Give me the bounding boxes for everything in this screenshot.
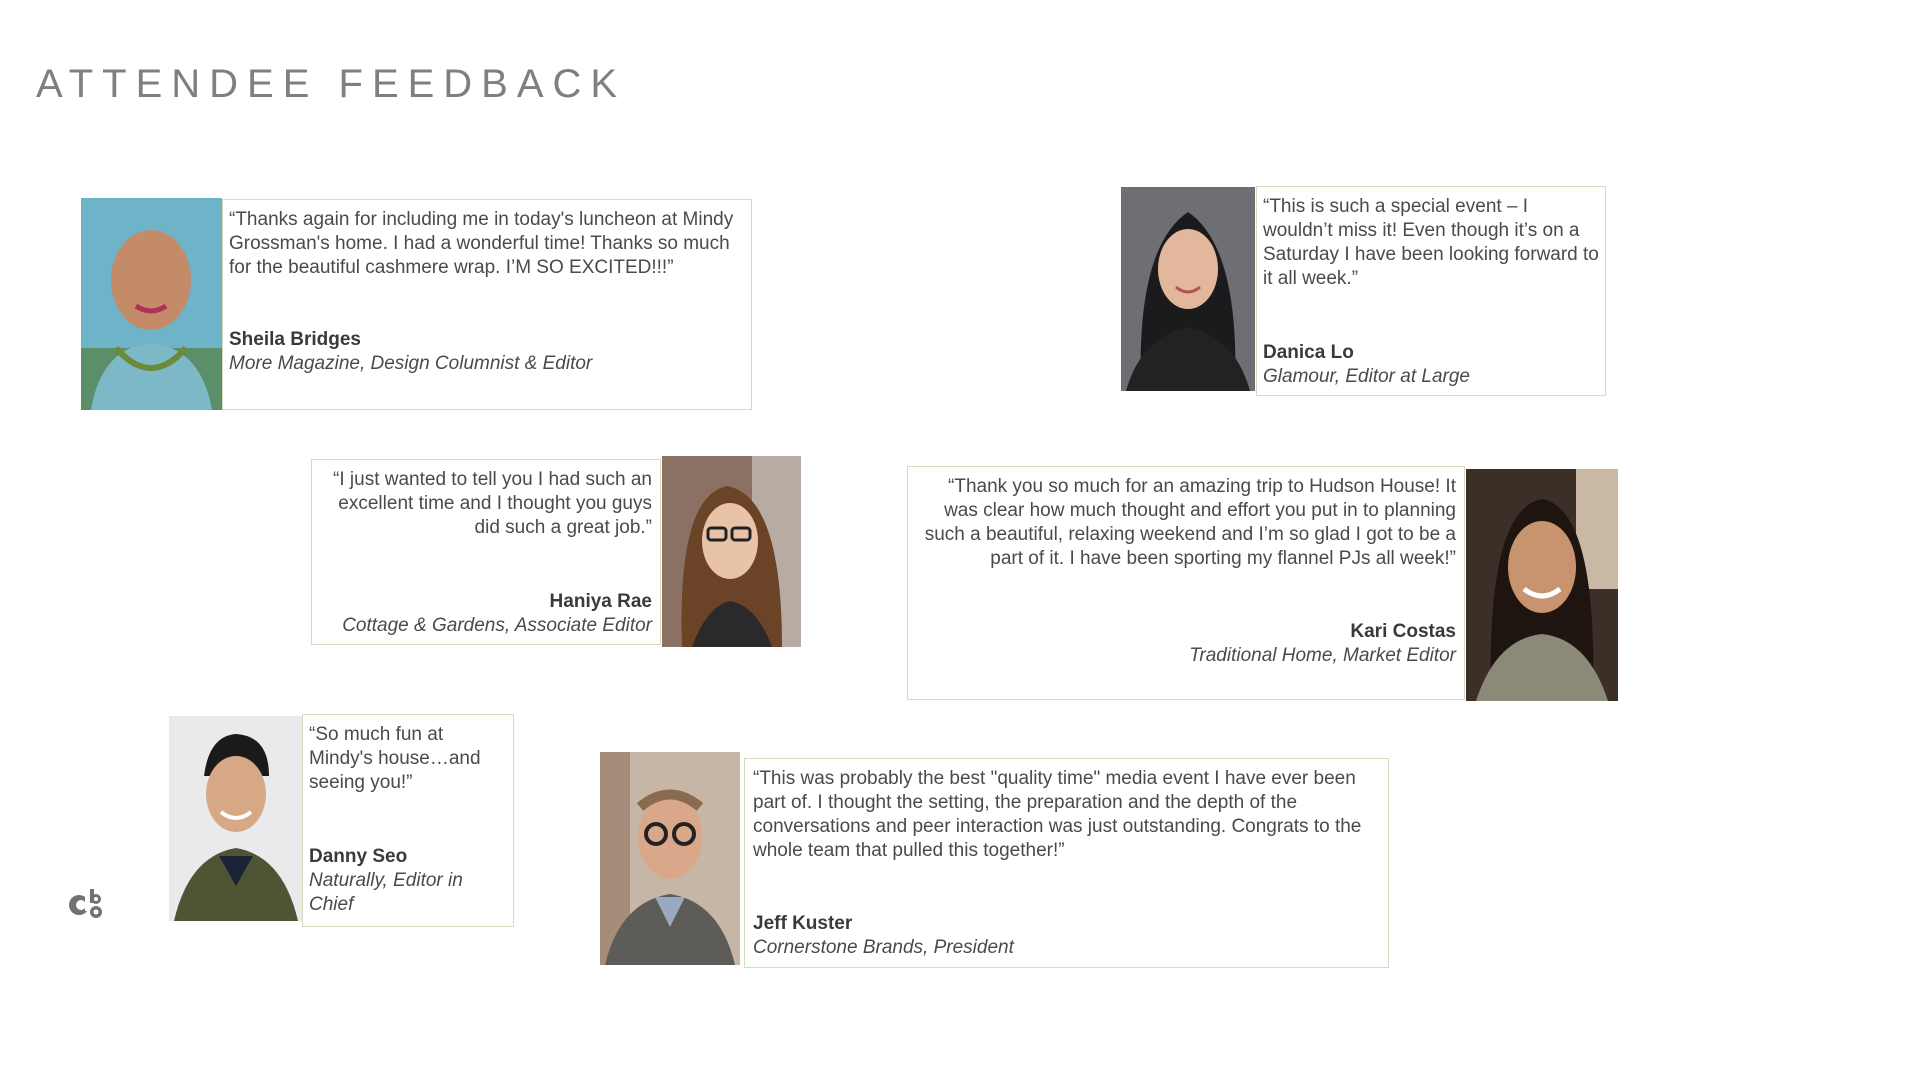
testimonial-card-haniya-rae xyxy=(311,459,661,645)
testimonial-quote: “Thanks again for including me in today's luncheon at Mindy Grossman's home. I had a wonderful time! Thanks so much for the beautiful cashmere wrap. I’M SO EXCITED!!!” xyxy=(229,209,734,278)
testimonial-name: Jeff Kuster xyxy=(753,913,853,934)
testimonial-role: Cottage & Gardens, Associate Editor xyxy=(342,615,652,636)
testimonial-name: Sheila Bridges xyxy=(229,329,361,350)
testimonial-card-danny-seo xyxy=(302,714,514,927)
testimonial-name: Kari Costas xyxy=(1350,621,1456,642)
testimonial-card-sheila-bridges xyxy=(222,199,752,410)
testimonial-quote: “I just wanted to tell you I had such an excellent time and I thought you guys did such a great job.” xyxy=(333,469,652,538)
cb-logo-icon xyxy=(66,885,106,921)
testimonial-quote: “This was probably the best "quality time" media event I have ever been part of. I thought the setting, the preparation and the depth of the conversations and peer interaction was just outstanding. Congrats to the whole team that pulled this together!” xyxy=(753,768,1362,861)
testimonial-quote: “This is such a special event – I wouldn’t miss it! Even though it’s on a Saturday I have been looking forward to it all week.” xyxy=(1263,196,1599,289)
person-photo-icon xyxy=(81,198,222,410)
danny-seo-photo xyxy=(169,716,303,921)
testimonial-card-jeff-kuster xyxy=(744,758,1389,968)
jeff-kuster-photo xyxy=(600,752,740,965)
page-title: ATTENDEE FEEDBACK xyxy=(36,62,627,106)
person-photo-icon xyxy=(600,752,740,965)
testimonial-quote: “So much fun at Mindy's house…and seeing you!” xyxy=(309,724,481,793)
person-photo-icon xyxy=(662,456,801,647)
testimonial-role: More Magazine, Design Columnist & Editor xyxy=(229,353,593,374)
haniya-rae-photo xyxy=(662,456,801,647)
person-photo-icon xyxy=(169,716,303,921)
testimonial-card-danica-lo xyxy=(1256,186,1606,396)
kari-costas-photo xyxy=(1466,469,1618,701)
danica-lo-photo xyxy=(1121,187,1255,391)
person-photo-icon xyxy=(1466,469,1618,701)
testimonial-name: Danny Seo xyxy=(309,846,408,867)
testimonial-role: Glamour, Editor at Large xyxy=(1263,366,1470,387)
testimonial-card-kari-costas xyxy=(907,466,1465,700)
testimonial-name: Danica Lo xyxy=(1263,342,1354,363)
testimonial-role: Naturally, Editor in Chief xyxy=(309,870,463,915)
testimonial-quote: “Thank you so much for an amazing trip to Hudson House! It was clear how much thought and effort you put in to planning such a beautiful, relaxing weekend and I’m so glad I got to be a part of it. I have been sporting my flannel PJs all week!” xyxy=(924,476,1456,569)
sheila-bridges-photo xyxy=(81,198,222,410)
testimonial-name: Haniya Rae xyxy=(549,591,652,612)
testimonial-role: Cornerstone Brands, President xyxy=(753,937,1014,958)
testimonial-role: Traditional Home, Market Editor xyxy=(1189,645,1456,666)
person-photo-icon xyxy=(1121,187,1255,391)
